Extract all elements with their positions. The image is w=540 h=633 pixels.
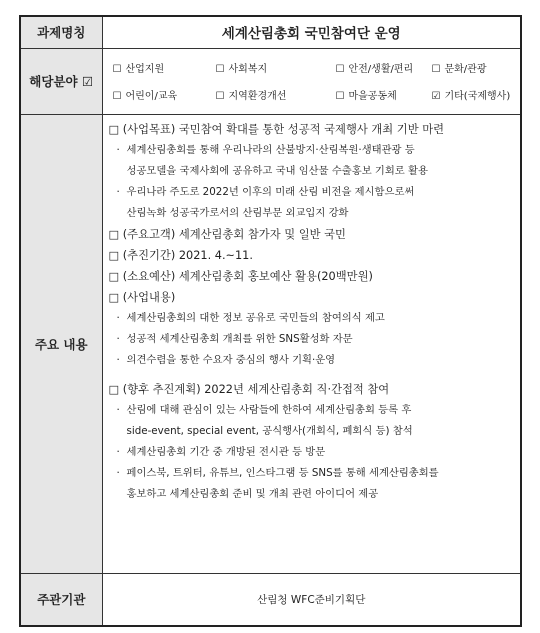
field-option-label: 안전/생활/편리 bbox=[348, 64, 414, 75]
checkbox-icon[interactable]: ☐ bbox=[431, 64, 441, 75]
row-org bbox=[20, 573, 521, 626]
row-field bbox=[20, 48, 521, 114]
field-options bbox=[103, 60, 521, 102]
checkbox-icon[interactable]: ☐ bbox=[335, 91, 345, 102]
bullet-text: 세계산림총회 기간 중 개방된 전시관 등 방문 bbox=[126, 445, 326, 458]
org-label: 주관기관 bbox=[20, 573, 102, 626]
bullet-text: 우리나라 주도로 2022년 이후의 미래 산림 비전을 제시함으로써 bbox=[126, 185, 415, 198]
bullet-text: 페이스북, 트위터, 유튜브, 인스타그램 등 SNS를 통해 세계산림총회를 bbox=[126, 466, 439, 479]
row-title bbox=[20, 16, 521, 48]
spacer bbox=[109, 371, 515, 379]
field-option-label: 산업지원 bbox=[125, 64, 165, 75]
period-heading: □ (추진기간) 2021. 4.~11. bbox=[108, 248, 253, 262]
bullet-mark: · bbox=[116, 403, 120, 416]
detail-heading: □ (사업내용) bbox=[108, 290, 176, 304]
bullet-text: 세계산림총회를 통해 우리나라의 산불방지·산림복원·생태관광 등 bbox=[126, 143, 415, 156]
field-option-label: 지역환경개선 bbox=[228, 91, 287, 102]
field-option-safety[interactable] bbox=[336, 60, 432, 75]
plan-bullet-3 bbox=[109, 463, 515, 484]
field-option-environment[interactable] bbox=[216, 87, 336, 102]
field-option-other[interactable] bbox=[432, 87, 521, 102]
title-label: 과제명칭 bbox=[20, 16, 102, 48]
bullet-mark: · bbox=[116, 332, 120, 345]
bullet-mark: · bbox=[116, 185, 120, 198]
field-option-industry[interactable] bbox=[113, 60, 216, 75]
checkbox-icon[interactable]: ☐ bbox=[215, 91, 225, 102]
bullet-mark: · bbox=[116, 445, 120, 458]
org-value: 산림청 WFC준비기획단 bbox=[102, 573, 521, 626]
checked-checkbox-icon[interactable]: ☑ bbox=[431, 91, 441, 102]
field-label: 해당분야 bbox=[29, 74, 78, 89]
bullet-mark: · bbox=[116, 143, 120, 156]
bullet-mark: · bbox=[116, 353, 120, 366]
plan-heading: □ (향후 추진계획) 2022년 세계산림총회 직·간접적 참여 bbox=[108, 382, 390, 396]
title-value: 세계산림총회 국민참여단 운영 bbox=[102, 16, 521, 48]
field-option-label: 사회복지 bbox=[228, 64, 268, 75]
project-form-table bbox=[19, 15, 522, 627]
plan-bullet-2 bbox=[109, 442, 515, 463]
customer-heading: □ (주요고객) 세계산림총회 참가자 및 일반 국민 bbox=[108, 227, 346, 241]
field-option-community[interactable] bbox=[336, 87, 432, 102]
bullet-text: 의견수렴을 통한 수요자 중심의 행사 기획·운영 bbox=[126, 353, 336, 366]
row-content bbox=[20, 114, 521, 573]
plan-bullet-3-cont: 홍보하고 세계산림총회 준비 및 개최 관련 아이디어 제공 bbox=[126, 487, 379, 500]
field-label-cell bbox=[20, 48, 102, 114]
field-option-education[interactable] bbox=[113, 87, 216, 102]
content-cell bbox=[102, 114, 521, 573]
field-label-checkbox-icon: ☑ bbox=[81, 74, 94, 89]
checkbox-icon[interactable]: ☐ bbox=[112, 64, 122, 75]
checkbox-icon[interactable]: ☐ bbox=[215, 64, 225, 75]
content-label: 주요 내용 bbox=[20, 114, 102, 573]
plan-bullet-1-cont: side-event, special event, 공식행사(개회식, 폐회식 등) 참석 bbox=[126, 424, 413, 437]
goal-bullet-1-cont: 성공모델을 국제사회에 공유하고 국내 임산물 수출홍보 기회로 활용 bbox=[126, 164, 428, 177]
detail-bullet-3 bbox=[109, 350, 515, 371]
plan-bullet-1 bbox=[109, 400, 515, 421]
field-option-welfare[interactable] bbox=[216, 60, 336, 75]
field-option-culture[interactable] bbox=[432, 60, 521, 75]
goal-bullet-2 bbox=[109, 182, 515, 203]
detail-bullet-1 bbox=[109, 308, 515, 329]
detail-bullet-2 bbox=[109, 329, 515, 350]
bullet-text: 세계산림총회의 대한 정보 공유로 국민들의 참여의식 제고 bbox=[126, 311, 385, 324]
field-option-label: 기타(국제행사) bbox=[444, 91, 511, 102]
checkbox-icon[interactable]: ☐ bbox=[335, 64, 345, 75]
field-option-label: 어린이/교육 bbox=[125, 91, 178, 102]
field-options-cell bbox=[102, 48, 521, 114]
bullet-mark: · bbox=[116, 311, 120, 324]
goal-bullet-1 bbox=[109, 140, 515, 161]
field-option-label: 문화/관광 bbox=[444, 64, 487, 75]
bullet-text: 산림에 대해 관심이 있는 사람들에 한하여 세계산림총회 등록 후 bbox=[126, 403, 412, 416]
goal-heading: □ (사업목표) 국민참여 확대를 통한 성공적 국제행사 개최 기반 마련 bbox=[108, 122, 445, 136]
field-option-label: 마을공동체 bbox=[348, 91, 397, 102]
content-body bbox=[103, 115, 521, 505]
bullet-mark: · bbox=[116, 466, 120, 479]
goal-bullet-2-cont: 산림녹화 성공국가로서의 산림부문 외교입지 강화 bbox=[126, 206, 349, 219]
bullet-text: 성공적 세계산림총회 개최를 위한 SNS활성화 자문 bbox=[126, 332, 353, 345]
budget-heading: □ (소요예산) 세계산림총회 홍보예산 활용(20백만원) bbox=[108, 269, 373, 283]
checkbox-icon[interactable]: ☐ bbox=[112, 91, 122, 102]
